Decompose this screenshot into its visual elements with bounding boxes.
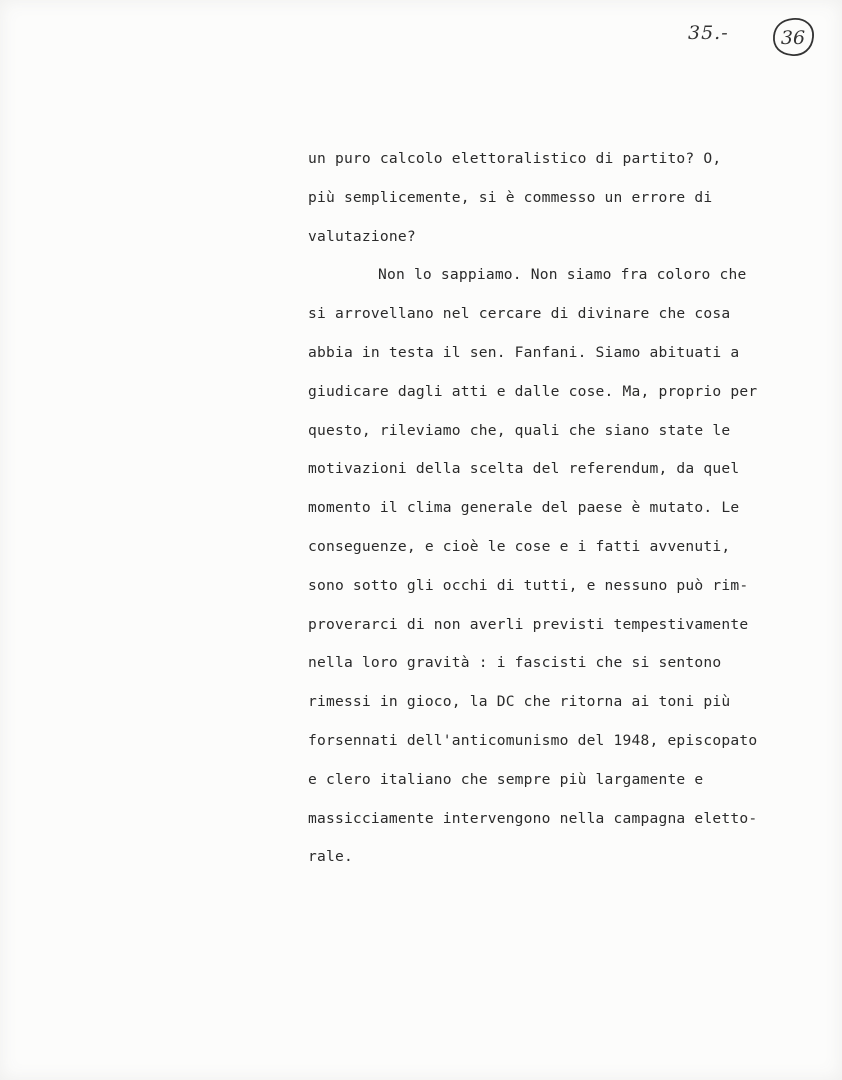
circled-page-stamp — [770, 16, 816, 58]
text-line: e clero italiano che sempre più largamente e — [308, 770, 704, 788]
text-line: un puro calcolo elettoralistico di partito? O, — [308, 150, 722, 167]
text-line: motivazioni della scelta del referendum, da quel — [308, 460, 740, 478]
text-line: questo, rileviamo che, quali che siano state le — [308, 421, 731, 439]
text-line: valutazione? — [308, 227, 416, 245]
text-line: conseguenze, e cioè le cose e i fatti avvenuti, — [308, 537, 731, 555]
handwritten-page-number: 35.- — [688, 22, 729, 44]
circle-stamp-icon — [770, 16, 816, 58]
text-line: nella loro gravità : i fascisti che si sentono — [308, 654, 722, 672]
typewritten-body-text — [308, 140, 818, 877]
text-line: rale. — [308, 848, 353, 866]
text-line: rimessi in gioco, la DC che ritorna ai toni più — [308, 693, 731, 711]
text-line: momento il clima generale del paese è mutato. Le — [308, 499, 740, 517]
text-line: Non lo sappiamo. Non siamo fra coloro che — [378, 266, 747, 284]
text-line: si arrovellano nel cercare di divinare che cosa — [308, 305, 731, 323]
text-line: sono sotto gli occhi di tutti, e nessuno può rim- — [308, 576, 749, 594]
text-line: forsennati dell'anticomunismo del 1948, episcopato — [308, 731, 758, 749]
stamp-number: 36 — [780, 27, 806, 49]
text-line: giudicare dagli atti e dalle cose. Ma, proprio per — [308, 382, 758, 400]
text-line: abbia in testa il sen. Fanfani. Siamo abituati a — [308, 343, 740, 361]
text-line: più semplicemente, si è commesso un errore di — [308, 188, 713, 206]
text-line: proverarci di non averli previsti tempestivamente — [308, 615, 749, 633]
text-line: massicciamente intervengono nella campagna eletto- — [308, 809, 758, 827]
